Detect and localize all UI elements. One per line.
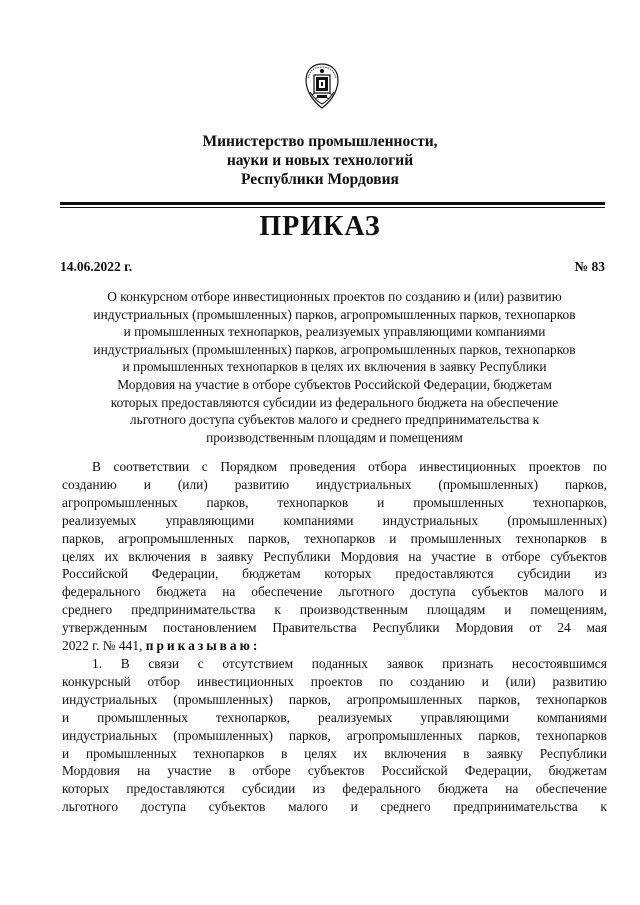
body-word: проектов: [310, 673, 363, 689]
body-word: федерального: [342, 781, 421, 797]
body-word: включения: [128, 548, 191, 564]
body-word: агропромышленных: [346, 727, 463, 743]
body-word: реализуемых: [62, 512, 137, 528]
body-word: поданных: [311, 655, 368, 671]
body-word: Республики: [263, 548, 331, 564]
body-line: [62, 780, 607, 798]
body-word: в: [200, 548, 207, 564]
body-word: компаниями: [283, 512, 354, 528]
body-word: парков,: [565, 476, 607, 492]
body-word: от: [529, 620, 542, 636]
body-word: субъектов: [471, 584, 529, 600]
body-line: [62, 691, 607, 709]
body-word: промышленных: [97, 709, 188, 725]
body-word: 24: [557, 620, 571, 636]
body-word: парков,: [288, 691, 331, 707]
body-word: утвержденным: [62, 620, 148, 636]
body-word: на: [137, 763, 151, 779]
body-word: по: [379, 673, 394, 689]
body-word: парков,: [478, 727, 521, 743]
body-line: [62, 458, 607, 476]
body-line: [62, 655, 607, 673]
body-word: малого: [544, 584, 584, 600]
body-word: заявку: [486, 745, 523, 761]
body-word: промышленных: [410, 530, 502, 546]
body-word: 1.: [92, 655, 103, 671]
body-word: Российской: [381, 763, 448, 779]
subject-line: и промышленных технопарков в целях их включения в заявку Республики: [122, 359, 547, 375]
body-word: из: [594, 566, 607, 582]
body-word: Правительства: [272, 620, 357, 636]
body-line-text: 2022 г. № 441,: [62, 638, 143, 654]
order-keyword: приказываю:: [145, 638, 261, 654]
body-word: технопарков,: [532, 494, 607, 510]
body-word: парков,: [206, 494, 249, 510]
body-word: обеспечение: [535, 781, 607, 797]
order-body: [62, 458, 607, 816]
body-word: к: [600, 799, 607, 815]
body-word: созданию: [409, 673, 465, 689]
body-word: отсутствием: [222, 655, 294, 671]
subject-line: и промышленных технопарков, реализуемых управляющими компаниями: [123, 324, 546, 340]
body-word: отбор: [147, 673, 181, 689]
body-word: Порядком: [220, 459, 278, 474]
body-word: технопарков: [193, 745, 265, 761]
body-line: [62, 745, 607, 763]
subject-line: которых предоставляются субсидии из федерального бюджета на обеспечение: [110, 394, 559, 410]
body-word: Российской: [62, 566, 128, 582]
body-word: (промышленных): [173, 691, 273, 707]
body-word: бюджетам: [548, 763, 607, 779]
body-word: на: [505, 781, 519, 797]
body-word: инвестиционных: [419, 459, 517, 474]
body-word: отбора: [368, 459, 407, 474]
body-word: бюджета: [156, 584, 207, 600]
body-word: индустриальных: [62, 727, 158, 743]
body-word: конкурсный: [62, 673, 131, 689]
body-word: парков,: [248, 530, 290, 546]
subject-line: О конкурсном отборе инвестиционных проектов по созданию и (или) развитию: [107, 289, 562, 304]
body-word: агропромышленных: [346, 691, 463, 707]
body-word: субъектов: [550, 548, 607, 564]
ministry-line: Министерство промышленности,: [202, 133, 438, 150]
body-word: бюджета: [438, 781, 488, 797]
document-type-title: ПРИКАЗ: [259, 211, 381, 242]
body-word: целях: [62, 548, 95, 564]
body-word: компаниями: [536, 709, 607, 725]
subject-line: Мордовия на участие в отборе субъектов Российской Федерации, бюджетам: [117, 376, 552, 392]
body-word: Федерации,: [464, 763, 532, 779]
body-line: [62, 530, 607, 548]
ministry-line: науки и новых технологий: [226, 152, 414, 169]
body-word: промышленных: [85, 745, 177, 761]
body-word: Федерации,: [151, 566, 219, 582]
body-word: индустриальных: [316, 476, 412, 492]
body-word: в: [281, 745, 288, 761]
body-word: (промышленных): [173, 727, 273, 743]
body-word: заявку: [216, 548, 254, 564]
body-word: Мордовия: [62, 763, 120, 779]
order-number: № 83: [574, 259, 605, 274]
body-line: [62, 762, 607, 780]
body-word: в: [485, 548, 492, 564]
ministry-header: [0, 132, 640, 189]
body-word: развитию: [234, 476, 290, 492]
body-line: [62, 565, 607, 583]
body-word: Республики: [539, 745, 607, 761]
body-word: (промышленных): [507, 512, 607, 528]
coat-of-arms-emblem: [302, 62, 342, 110]
body-word: агропромышленных: [118, 530, 234, 546]
subject-line: производственным площадям и помещениям: [206, 429, 463, 445]
body-word: В: [92, 459, 101, 474]
body-word: парков,: [62, 530, 104, 546]
body-word: несостоявшимся: [511, 655, 607, 671]
body-word: малого: [288, 799, 328, 815]
body-word: и: [143, 476, 151, 492]
body-word: и: [62, 709, 70, 725]
body-word: технопарков,: [215, 709, 291, 725]
body-word: бюджетам: [242, 566, 301, 582]
body-word: управляющими: [165, 512, 255, 528]
body-word: парков,: [288, 727, 331, 743]
body-word: в: [463, 745, 470, 761]
body-word: реализуемых: [318, 709, 393, 725]
body-word: отборе: [252, 763, 291, 779]
body-word: (промышленных): [438, 476, 539, 492]
body-line: [62, 512, 607, 530]
body-word: предоставляются: [126, 781, 225, 797]
body-word: доступа: [410, 584, 456, 600]
body-word: к: [274, 602, 281, 618]
body-word: из: [312, 781, 326, 797]
body-word: технопарков: [536, 727, 607, 743]
body-word: субъектов: [307, 763, 365, 779]
body-word: участие: [431, 548, 476, 564]
body-word: и: [377, 494, 385, 510]
body-word: проектов: [528, 459, 581, 474]
body-word: которых: [62, 781, 110, 797]
body-word: на: [408, 548, 422, 564]
body-word: (или): [505, 673, 536, 689]
body-line: [62, 727, 607, 745]
body-word: Республики: [372, 620, 440, 636]
body-line: [62, 583, 607, 601]
body-line: [62, 798, 607, 816]
body-word: и: [599, 584, 607, 600]
body-word: парков,: [478, 691, 521, 707]
body-word: субсидии: [241, 781, 296, 797]
body-word: среднего: [62, 602, 113, 618]
body-word: с: [201, 459, 208, 474]
body-word: технопарков: [277, 494, 349, 510]
body-word: индустриальных: [62, 691, 158, 707]
header-rule-thick: [60, 202, 605, 205]
body-word: проведения: [289, 459, 356, 474]
body-word: Мордовия: [340, 548, 399, 564]
body-word: инвестиционных: [196, 673, 294, 689]
body-word: предоставляются: [395, 566, 494, 582]
body-word: льготного: [62, 799, 119, 815]
body-line: [62, 673, 607, 691]
body-word: целях: [304, 745, 337, 761]
body-word: агропромышленных: [62, 494, 178, 510]
body-word: участие: [167, 763, 212, 779]
body-word: льготного: [338, 584, 395, 600]
body-word: с: [197, 655, 204, 671]
body-word: технопарков: [515, 530, 587, 546]
body-word: промышленных: [413, 494, 504, 510]
body-word: предпринимательства: [131, 602, 256, 618]
body-word: и: [389, 530, 397, 546]
body-word: соответствии: [113, 459, 190, 474]
body-line: [62, 709, 607, 727]
body-word: площадям: [426, 602, 486, 618]
body-word: Мордовия: [455, 620, 514, 636]
body-word: по: [593, 459, 607, 474]
body-line: [62, 619, 607, 637]
subject-line: льготного доступа субъектов малого и среднего предпринимательства к: [129, 412, 540, 428]
body-word: субсидии: [517, 566, 571, 582]
body-word: развитию: [552, 673, 607, 689]
body-word: индустриальных: [382, 512, 479, 528]
body-word: обеспечение: [251, 584, 323, 600]
body-word: помещениям,: [530, 602, 607, 618]
body-word: их: [353, 745, 368, 761]
body-word: их: [104, 548, 119, 564]
body-line: [62, 601, 607, 619]
subject-line: индустриальных (промышленных) парков, агропромышленных парков, технопарков: [93, 341, 576, 357]
body-word: в: [228, 763, 236, 779]
body-word: на: [222, 584, 236, 600]
header-rule-thin: [60, 207, 605, 208]
body-line: [62, 548, 607, 566]
body-word: В: [120, 655, 130, 671]
body-word: мая: [586, 620, 607, 636]
body-word: федерального: [62, 584, 141, 600]
body-word: заявок: [386, 655, 424, 671]
subject-line: индустриальных (промышленных) парков, агропромышленных парков, технопарков: [93, 306, 576, 322]
body-word: предпринимательства: [453, 799, 578, 815]
order-date: 14.06.2022 г.: [60, 259, 133, 274]
body-word: отборе: [501, 548, 541, 564]
body-word: в: [600, 530, 607, 546]
order-subject: [62, 288, 607, 446]
body-word: созданию: [62, 476, 117, 492]
body-word: и: [62, 745, 70, 761]
body-word: производственным: [299, 602, 409, 618]
body-word: доступа: [140, 799, 187, 815]
body-word: и: [350, 799, 358, 815]
body-word: которых: [324, 566, 372, 582]
body-line: [62, 494, 607, 512]
body-line-closing: [62, 637, 607, 655]
body-word: технопарков: [304, 530, 376, 546]
body-word: управляющими: [420, 709, 509, 725]
body-word: включения: [384, 745, 447, 761]
body-word: и: [481, 673, 489, 689]
body-word: и: [504, 602, 512, 618]
body-word: связи: [148, 655, 180, 671]
body-word: субъектов: [208, 799, 266, 815]
body-word: (или): [177, 476, 208, 492]
ministry-line: Республики Мордовия: [241, 171, 399, 188]
body-word: постановлением: [163, 620, 257, 636]
body-line: [62, 476, 607, 494]
body-word: признать: [442, 655, 494, 671]
body-word: среднего: [380, 799, 431, 815]
body-word: технопарков: [536, 691, 607, 707]
